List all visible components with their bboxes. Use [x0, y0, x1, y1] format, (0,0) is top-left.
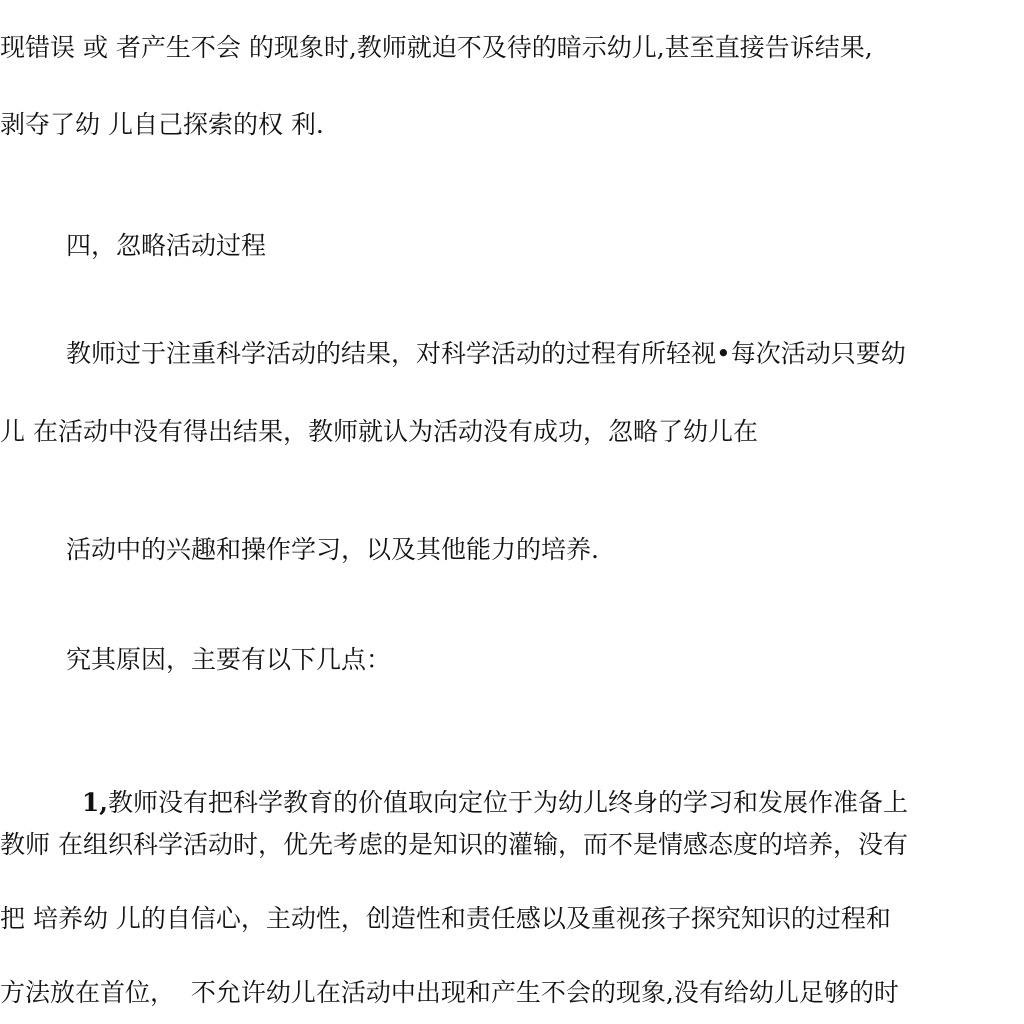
list-item-line-4: 方法放在首位， 不允许幼儿在活动中出现和产生不会的现象,没有给幼儿足够的时 [0, 978, 899, 1007]
list-item-1 [66, 755, 908, 819]
text-line-2: 剥夺了幼 儿自己探索的权 利. [0, 110, 324, 139]
paragraph-line-3: 活动中的兴趣和操作学习，以及其他能力的培养. [66, 535, 599, 564]
section-heading: 四，忽略活动过程 [66, 231, 267, 260]
list-item-number: 1, [81, 788, 109, 817]
list-item-text: 教师没有把科学教育的价值取向定位于为幼儿终身的学习和发展作准备上 [108, 788, 909, 817]
list-item-line-3: 把 培养幼 儿的自信心，主动性，创造性和责任感以及重视孩子探究知识的过程和 [0, 904, 891, 933]
paragraph-line-2: 儿 在活动中没有得出结果，教师就认为活动没有成功，忽略了幼儿在 [0, 417, 758, 446]
text-line-1: 现错误 或 者产生不会 的现象时,教师就迫不及待的暗示幼儿,甚至直接告诉结果, [0, 33, 873, 62]
causes-intro: 究其原因，主要有以下几点： [66, 645, 392, 674]
paragraph-line-1: 教师过于注重科学活动的结果，对科学活动的过程有所轻视•每次活动只要幼 [66, 339, 906, 368]
list-item-line-2: 教师 在组织科学活动时，优先考虑的是知识的灌输，而不是情感态度的培养，没有 [0, 830, 908, 859]
